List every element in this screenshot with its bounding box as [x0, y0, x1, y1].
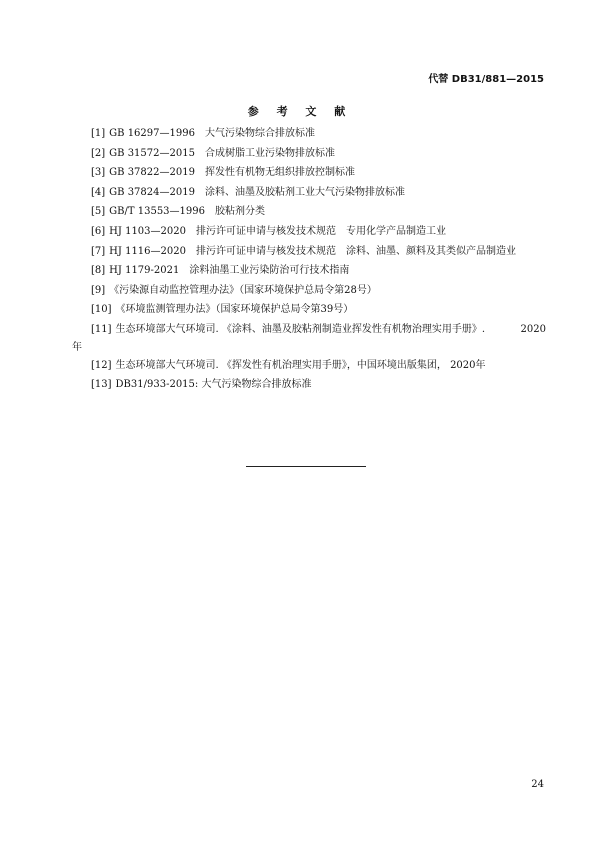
reference-item — [72, 144, 546, 164]
reference-subtitle: 涂料、油墨、颜料及其类似产品制造业 — [345, 245, 516, 257]
reference-title: 《污染源自动监控管理办法》（国家环境保护总局令第28号） — [109, 284, 377, 296]
end-divider — [246, 466, 366, 467]
document-replaces-code: 代替 DB31/881—2015 — [428, 74, 544, 85]
reference-item — [72, 124, 546, 144]
reference-number: [11] — [91, 323, 112, 335]
reference-title: 挥发性有机物无组织排放控制标准 — [204, 167, 355, 179]
reference-code: GB 37822—2019 — [109, 167, 195, 179]
reference-number: [3] — [91, 167, 106, 179]
reference-item — [72, 163, 546, 183]
reference-title: 涂料油墨工业污染防治可行技术指南 — [189, 265, 350, 277]
reference-title: 大气污染物综合排放标准 — [204, 128, 315, 139]
reference-item — [72, 281, 546, 301]
reference-item — [72, 242, 546, 262]
reference-number: [9] — [91, 284, 106, 296]
reference-item — [72, 202, 546, 222]
reference-number: [4] — [91, 186, 106, 198]
reference-code: HJ 1103—2020 — [109, 225, 186, 237]
reference-number: [1] — [91, 128, 106, 139]
reference-code: GB 16297—1996 — [109, 128, 195, 139]
reference-code: GB 31572—2015 — [109, 147, 195, 159]
reference-number: [10] — [91, 304, 112, 316]
reference-title: 排污许可证申请与核发技术规范 — [195, 225, 336, 237]
reference-title: 合成树脂工业污染物排放标准 — [204, 147, 335, 159]
reference-number: [5] — [91, 206, 106, 218]
reference-title: 涂料、油墨及胶粘剂工业大气污染物排放标准 — [204, 186, 405, 198]
references-heading: 参 考 文 献 — [247, 105, 353, 118]
reference-number: [12] — [91, 359, 112, 371]
reference-item — [72, 320, 546, 356]
reference-title: 胶粘剂分类 — [215, 206, 265, 218]
reference-item — [72, 356, 546, 376]
page-number: 24 — [531, 779, 544, 790]
reference-item — [72, 222, 546, 242]
reference-subtitle: 专用化学产品制造工业 — [345, 225, 446, 237]
reference-number: [6] — [91, 225, 106, 237]
reference-item — [72, 183, 546, 203]
reference-item — [72, 261, 546, 281]
reference-number: [8] — [91, 265, 106, 277]
reference-title: 《环境监测管理办法》（国家环境保护总局令第39号） — [115, 304, 354, 316]
reference-year: 2020 — [520, 323, 546, 335]
reference-title: 生态环境部大气环境司. 《挥发性有机治理实用手册》，中国环境出版集团， 2020年 — [115, 359, 486, 371]
reference-title: DB31/933-2015: 大气污染物综合排放标准 — [115, 379, 312, 391]
reference-code: HJ 1116—2020 — [109, 245, 186, 257]
reference-code: GB 37824—2019 — [109, 186, 195, 198]
reference-list — [72, 124, 546, 395]
reference-number: [2] — [91, 147, 106, 159]
reference-number: [13] — [91, 379, 112, 391]
reference-code: HJ 1179-2021 — [109, 265, 180, 277]
reference-continuation: 年 — [72, 341, 82, 353]
reference-item — [72, 300, 546, 320]
reference-title: 生态环境部大气环境司. 《涂料、油墨及胶粘剂制造业挥发性有机物治理实用手册》. — [115, 323, 486, 335]
reference-title: 排污许可证申请与核发技术规范 — [195, 245, 336, 257]
reference-number: [7] — [91, 245, 106, 257]
reference-item — [72, 375, 546, 395]
reference-code: GB/T 13553—1996 — [109, 206, 205, 218]
